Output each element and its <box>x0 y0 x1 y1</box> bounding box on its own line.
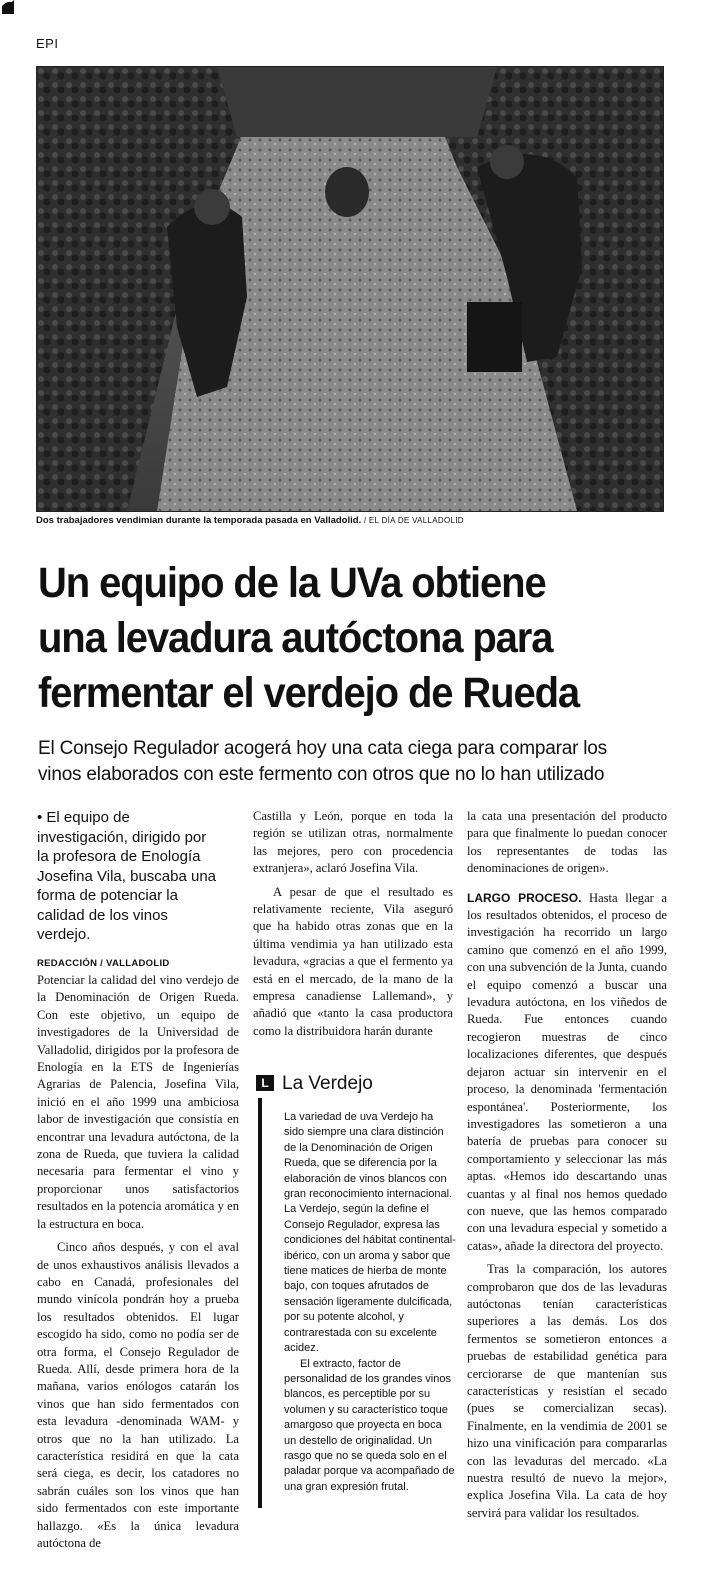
body-paragraph-text: Hasta llegar a los resultados obtenidos, el proceso de investigación ha recorrido un largo camino que comenzó en el año 1999, con una subvención de la Junta, cuando el equipo comenzó a buscar una levadura autóctona, en los viñedos de Rueda. Fue entonces cuando recogieron muestras de cinco localizaciones diferentes, que después dejaron actuar sin intervenir en el proceso, la denominada 'fermentación espontánea'. Posteriormente, los investigadores las sometieron a una batería de pruebas para conocer su comportamiento y seleccionar las más aptas. «Hemos ido descartando unas cuantas y al final nos hemos quedado con nueve, que las hemos comparado con una levadura especial y sometido a catas», añade la directora del proyecto. <box>467 890 667 1253</box>
body-paragraph: Castilla y León, porque en toda la región se utilizan otras, normalmente las mejores, pero con procedencia extranjera», aclaró Josefina Vila. <box>253 809 453 876</box>
photo-caption <box>36 515 676 526</box>
body-paragraph: A pesar de que el resultado es relativamente reciente, Vila aseguró que ha habido otras zonas que en la última vendimia ya han utilizado esta levadura, «gracias a que el fermento ya está en el mercado, de la mano de la empresa canadiense Lallemand», y añadió que «tanto la casa productora como la distribuidora harán durante <box>253 884 453 1038</box>
headline <box>38 556 633 721</box>
headline-line: Un equipo de la UVa obtiene <box>38 559 546 607</box>
section-label: EPI <box>36 36 59 51</box>
lead-summary: • El equipo de investigación, dirigido por la profesora de Enología Josefina Vila, buscaba una forma de potenciar la calidad de los vinos verdejo. <box>37 809 217 943</box>
body-paragraph: Tras la comparación, los autores comprobaron que dos de las levaduras autóctonas tenían características superiores a las demás. Los dos fermentos se sometieron entonces a pruebas de estabilidad genética para cerciorarse de que mantenían sus características y resistían el secado (pues se comercializan secas). Finalmente, en la vendimia de 2001 se hizo una vinificación para compararlas con las levaduras del mercado. «La nuestra resultó de nuevo la mejor», explica Josefina Vila. La cata de hoy servirá para validar los resultados. <box>467 1262 667 1520</box>
vineyard-photo <box>36 66 664 512</box>
body-paragraph: Cinco años después, y con el aval de unos exhaustivos análisis llevados a cabo en Canadá, profesionales del mundo vinícola pondrán hoy a prueba los resultados obtenidos. El lugar escogido ha sido, como no podía ser de otra forma, el Consejo Regulador de Rueda. Allí, desde primera hora de la mañana, varios enólogos catarán los vinos que han sido fermentados con esta levadura -denominada WAM- y otros que no la han utilizado. La característica residirá en que la cata será ciega, es decir, los catadores no sabrán cuáles son los vinos que han sido fermentados con este importante hallazgo. «Es la única levadura autóctona de <box>37 1240 239 1550</box>
headline-line: fermentar el verdejo de Rueda <box>38 669 580 717</box>
subheadline <box>38 736 678 788</box>
subheadline-line: El Consejo Regulador acogerá hoy una cata ciega para comparar los <box>38 738 607 759</box>
headline-line: una levadura autóctona para <box>38 614 553 662</box>
subhead-runin: LARGO PROCESO. <box>467 890 582 905</box>
sidebar-logo: L <box>256 1075 274 1091</box>
article-column-1 <box>37 972 239 1552</box>
body-paragraph: Potenciar la calidad del vino verdejo de la Denominación de Origen Rueda. Con este objetivo, un equipo de investigadores de la Universidad de Valladolid, dirigidos por la profesora de Enología en la ETS de Ingenierías Agrarias de Palencia, Josefina Vila, inició en el año 1999 una ambiciosa labor de investigación que consistía en encontrar una levadura autóctona, de la zona de Rueda, que tuviera la calidad necesaria para fermentar el vino y proporcionar unos satisfactorios resultados en la potencia aromática y en la estructura en boca. <box>37 973 239 1231</box>
subheadline-line: vinos elaborados con este fermento con otros que no lo han utilizado <box>38 764 605 785</box>
sidebar-box <box>284 1110 456 1495</box>
sidebar-paragraph: El extracto, factor de personalidad de los grandes vinos blancos, es perceptible por su volumen y su característico toque amargoso que proyecta en boca un destello de originalidad. Un rasgo que no se queda solo en el paladar porque va acompañado de una gran expresión frutal. <box>284 1357 455 1493</box>
article-column-2 <box>253 808 453 1040</box>
sidebar-title <box>256 1073 456 1095</box>
photo-credit: / EL DÍA DE VALLADOLID <box>363 516 464 525</box>
sidebar-title-text: La Verdejo <box>282 1073 373 1094</box>
sidebar-rule <box>258 1098 262 1508</box>
corner-mark-icon <box>0 0 20 14</box>
body-paragraph: la cata una presentación del producto para que finalmente lo puedan conocer los representantes de todas las denominaciones de origen». <box>467 809 667 876</box>
body-paragraph <box>467 890 667 1256</box>
sidebar-paragraph: La variedad de uva Verdejo ha sido siempre una clara distinción de la Denominación de Origen Rueda, que se diferencia por la elaboración de vinos blancos con gran reconocimiento internacional. La Verdejo, según la define el Consejo Regulador, expresa las condiciones del hábitat continental-ibérico, con un aroma y sabor que tiene matices de hierba de monte bajo, con toques afrutados de sensación ligeramente dulcificada, por su potente alcohol, y contrarestada con su excelente acidez. <box>284 1111 456 1355</box>
byline: REDACCIÓN / VALLADOLID <box>37 958 170 969</box>
caption-text: Dos trabajadores vendimian durante la temporada pasada en Valladolid. <box>36 515 362 526</box>
article-column-3 <box>467 808 667 1522</box>
